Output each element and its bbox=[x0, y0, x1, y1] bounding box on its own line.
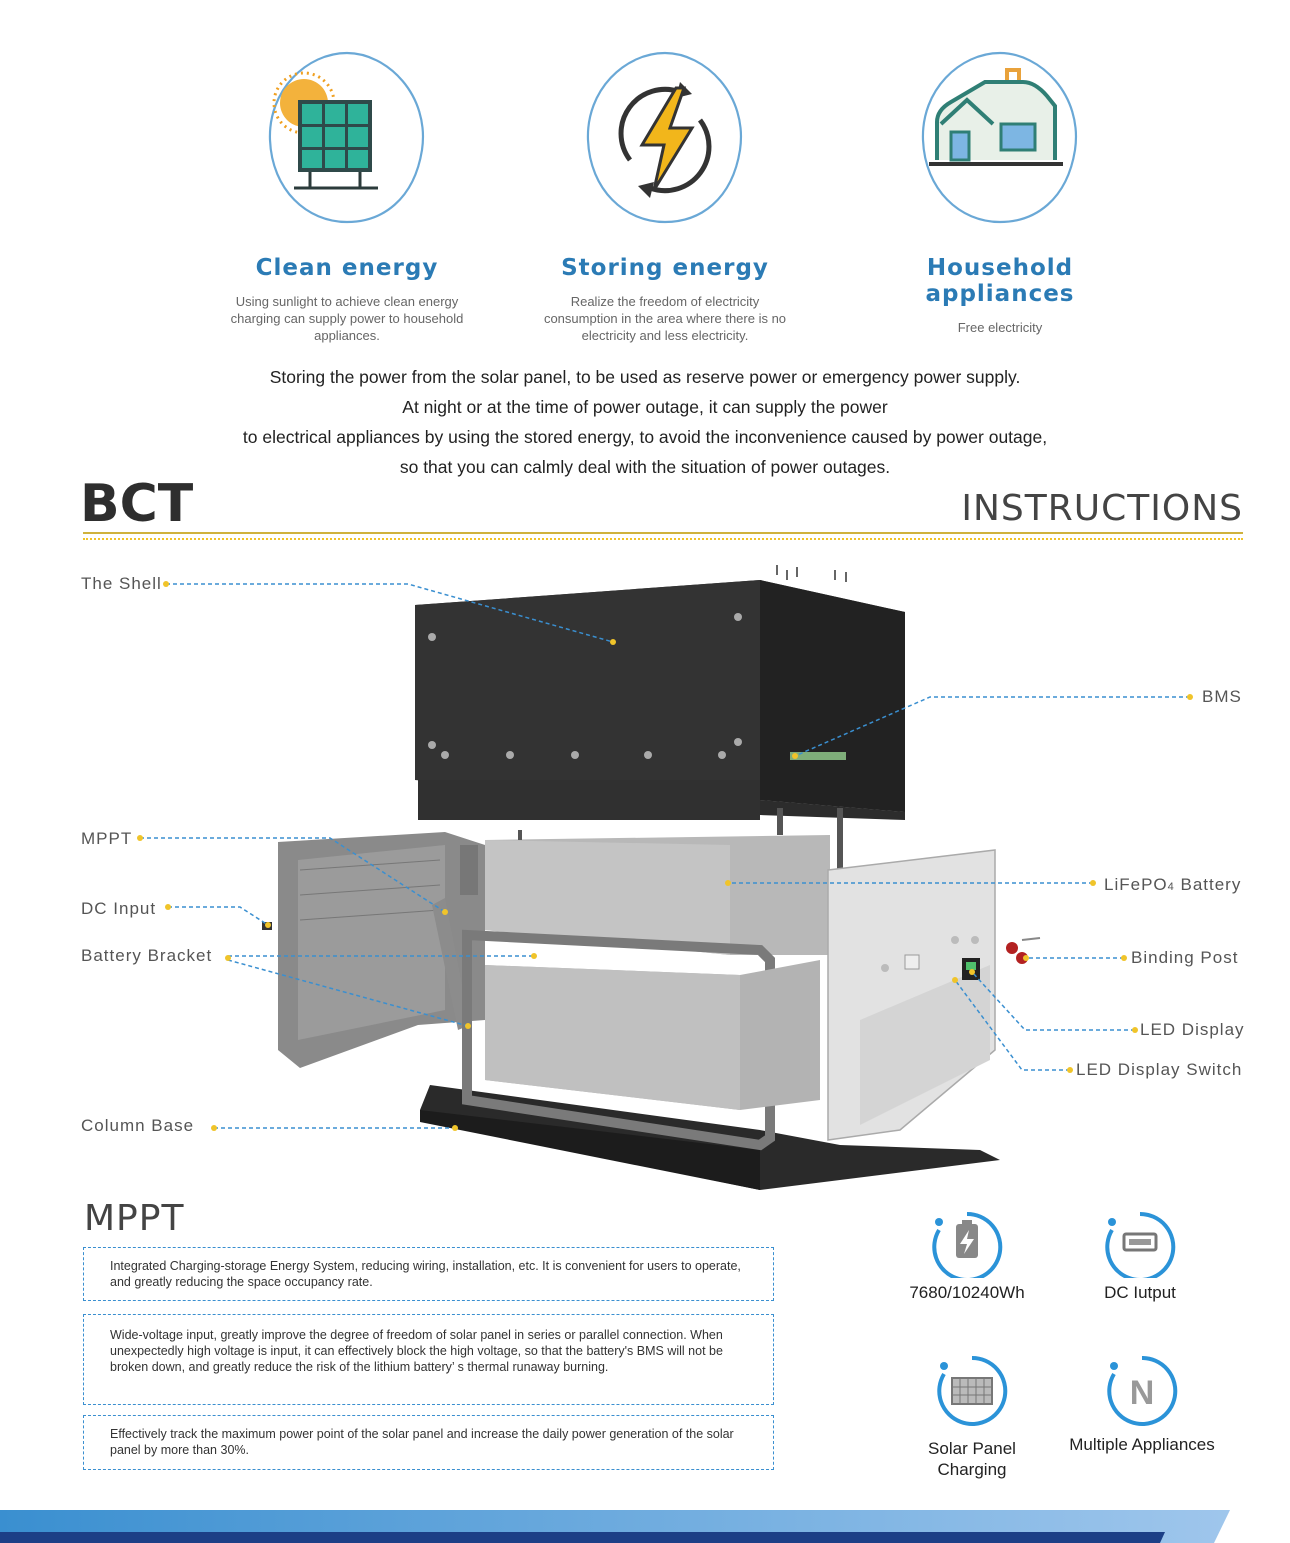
callout-bms: BMS bbox=[1202, 687, 1242, 706]
mppt-point: Wide-voltage input, greatly improve the degree of freedom of solar panel in series or parallel connection. When unexpectedly high voltage is input, it can effectively block the high voltage, so that the battery's BMS will not be broken down, and greatly reduce the risk of the lithium battery’ s thermal runaway burning. bbox=[83, 1314, 774, 1405]
feature-title: Clean energy bbox=[255, 255, 439, 281]
feature-clean-energy bbox=[197, 50, 497, 344]
intro-line: At night or at the time of power outage, it can supply the power bbox=[402, 397, 888, 417]
house-icon bbox=[915, 50, 1085, 225]
intro-text bbox=[0, 362, 1290, 482]
callout-led-display: LED Display bbox=[1140, 1020, 1245, 1039]
feature-storing-energy bbox=[515, 50, 815, 344]
svg-text:N: N bbox=[1129, 1374, 1155, 1412]
usb-port-icon bbox=[1100, 1208, 1180, 1278]
callout-shell: The Shell bbox=[81, 574, 162, 593]
callout-dc-input: DC Input bbox=[81, 899, 157, 918]
spec-label: 7680/10240Wh bbox=[909, 1283, 1025, 1302]
footer-band bbox=[0, 1510, 1232, 1543]
feature-title: Household appliances bbox=[925, 255, 1075, 307]
callout-battery-bracket: Battery Bracket bbox=[81, 946, 213, 965]
exploded-diagram bbox=[0, 540, 1290, 1200]
callout-binding-post: Binding Post bbox=[1131, 948, 1239, 967]
callout-mppt: MPPT bbox=[81, 829, 133, 848]
spec-capacity bbox=[877, 1208, 1057, 1303]
callout-lifepo4-battery bbox=[1104, 875, 1241, 895]
feature-desc: Using sunlight to achieve clean energy charging can supply power to household appliances. bbox=[230, 294, 464, 343]
spec-label: DC Iutput bbox=[1104, 1283, 1176, 1302]
callout-led-display-switch: LED Display Switch bbox=[1076, 1060, 1243, 1079]
solar-grid-icon bbox=[932, 1352, 1012, 1432]
callout-column-base: Column Base bbox=[81, 1116, 195, 1135]
intro-line: to electrical appliances by using the stored energy, to avoid the inconvenience caused by power outage, bbox=[242, 427, 1048, 447]
intro-line: so that you can calmly deal with the situation of power outages. bbox=[399, 457, 891, 477]
section-title: INSTRUCTIONS bbox=[961, 488, 1243, 529]
callout-lifepo4-prefix: LiFePO bbox=[1104, 875, 1168, 894]
spec-label: Solar Panel Charging bbox=[928, 1439, 1016, 1479]
mppt-point: Integrated Charging-storage Energy System, reducing wiring, installation, etc. It is convenient for users to operate, and greatly reducing the space occupancy rate. bbox=[83, 1247, 774, 1301]
feature-household-appliances bbox=[850, 50, 1150, 336]
n-letter-icon bbox=[1102, 1352, 1182, 1432]
spec-solar-charging bbox=[882, 1352, 1062, 1480]
solar-panel-icon bbox=[262, 50, 432, 225]
mppt-title: MPPT bbox=[84, 1198, 185, 1239]
callout-lifepo4-suffix: Battery bbox=[1174, 875, 1242, 894]
lightning-cycle-icon bbox=[580, 50, 750, 225]
feature-desc: Realize the freedom of electricity consumption in the area where there is no electricity and less electricity. bbox=[543, 294, 787, 343]
feature-desc: Free electricity bbox=[957, 320, 1043, 335]
spec-dc-output bbox=[1050, 1208, 1230, 1303]
spec-label: Multiple Appliances bbox=[1069, 1435, 1215, 1454]
battery-icon bbox=[927, 1208, 1007, 1278]
feature-title: Storing energy bbox=[561, 255, 769, 281]
divider bbox=[83, 532, 1243, 534]
brand-logo: BCT bbox=[80, 474, 194, 534]
callout-lifepo4-subscript: 4 bbox=[1167, 881, 1175, 893]
spec-multiple-appliances bbox=[1052, 1352, 1232, 1455]
mppt-point: Effectively track the maximum power point of the solar panel and increase the daily power generation of the solar panel by more than 30%. bbox=[83, 1415, 774, 1470]
intro-line: Storing the power from the solar panel, to be used as reserve power or emergency power supply. bbox=[269, 367, 1021, 387]
leader-lines bbox=[0, 540, 1290, 1200]
